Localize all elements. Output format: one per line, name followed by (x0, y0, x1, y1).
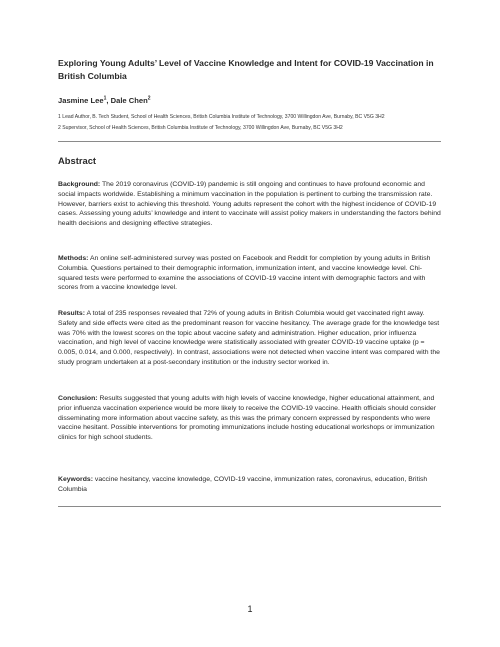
bottom-divider (58, 506, 441, 507)
methods-text: An online self-administered survey was posted on Facebook and Reddit for completion by young adults in British Columbia. Questions pertained to their demographic information, immunization intent, and vaccine knowledge level. Chi-squared tests were performed to examine the associations of COVID-19 vaccine intent with demographic factors and with scores from a vaccine knowledge level. (58, 255, 431, 292)
background-paragraph (58, 180, 442, 229)
conclusion-paragraph (58, 394, 442, 443)
author-name: Dale Chen (110, 96, 148, 105)
keywords-paragraph (58, 475, 442, 495)
methods-paragraph (58, 254, 442, 293)
affiliation-2: 2 Supervisor, School of Health Sciences, British Columbia Institute of Technology, 3700 Willingdon Ave, Burnaby, BC V5G 3H2 (58, 125, 343, 131)
author-superscript: 2 (147, 95, 151, 102)
background-label: Background: (58, 181, 101, 188)
results-text: A total of 235 responses revealed that 72% of young adults in British Columbia would get vaccinated right away. Safety and side effects were cited as the predominant reason for vaccine hesitancy. The average grade for the knowledge test was 70% with the lowest scores on the topic about vaccine safety and administration. Higher education, prior influenza vaccination, and high level of vaccine knowledge were statistically associated with greater COVID-19 vaccine uptake (p = 0.005, 0.014, and 0.000, respectively). In contrast, associations were not detected when vaccine intent was compared with the study program undertaken at a post-secondary institution or the industry sector worked in. (58, 310, 440, 366)
author-separator: , (106, 96, 111, 105)
page-number: 1 (247, 604, 253, 614)
keywords-text: vaccine hesitancy, vaccine knowledge, COVID-19 vaccine, immunization rates, coronavirus, education, British Columbia (58, 476, 428, 493)
keywords-label: Keywords: (58, 476, 93, 483)
author-superscript: 1 (103, 95, 107, 102)
results-label: Results: (58, 310, 86, 317)
abstract-heading: Abstract (58, 155, 97, 166)
author-name: Jasmine Lee (58, 96, 104, 105)
background-text: The 2019 coronavirus (COVID-19) pandemic is still ongoing and continues to have profound economic and social impacts worldwide. Establishing a minimum vaccination in the population is pertinent to curbing the transmission rate. However, barriers exist to achieving this threshold. Young adults represent the cohort with the highest incidence of COVID-19 cases. Assessing young adults’ knowledge and intent to vaccinate will assist policy makers in understanding the factors behind health decisions and designing effective strategies. (58, 181, 441, 227)
top-divider (58, 141, 441, 142)
conclusion-text: Results suggested that young adults with high levels of vaccine knowledge, higher educational attainment, and prior influenza vaccination experience would be more likely to receive the COVID-19 vaccine. Health officials should consider disseminating more information about vaccine safety, as this was the primary concern expressed by respondents who were vaccine hesitant. Possible interventions for promoting immunizations include hosting educational workshops or immunization clinics for high school students. (58, 395, 436, 441)
results-paragraph (58, 309, 442, 368)
paper-title: Exploring Young Adults’ Level of Vaccine Knowledge and Intent for COVID-19 Vaccination in British Columbia (58, 58, 434, 81)
conclusion-label: Conclusion: (58, 395, 98, 402)
affiliation-1: 1 Lead Author, B. Tech Student, School of Health Sciences, British Columbia Institute of Technology, 3700 Willingdon Ave, Burnaby, BC V5G 3H2 (58, 114, 385, 120)
methods-label: Methods: (58, 255, 89, 262)
author-line (58, 96, 151, 105)
